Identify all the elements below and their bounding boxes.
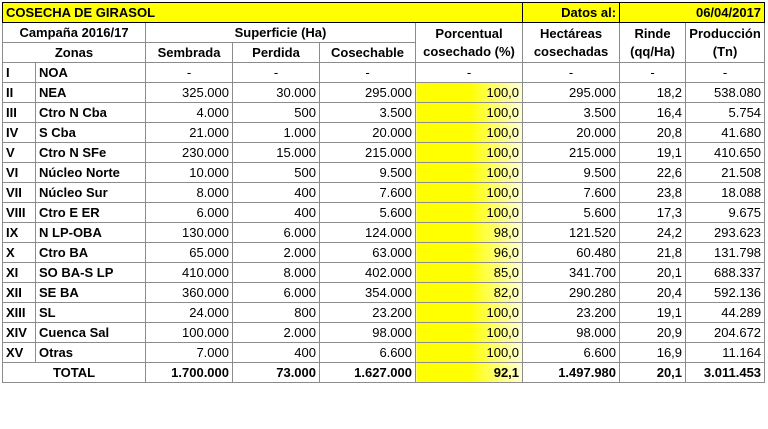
perdida-cell[interactable]: 8.000: [233, 263, 320, 283]
perdida-cell[interactable]: 400: [233, 183, 320, 203]
zone-name-cell[interactable]: S Cba: [36, 123, 146, 143]
zone-number-cell[interactable]: II: [3, 83, 36, 103]
perdida-cell[interactable]: 500: [233, 163, 320, 183]
produccion-cell[interactable]: 11.164: [686, 343, 765, 363]
zone-number-cell[interactable]: III: [3, 103, 36, 123]
zone-number-cell[interactable]: XIII: [3, 303, 36, 323]
rinde-header[interactable]: [620, 23, 686, 63]
produccion-header-line2: (Tn): [712, 43, 738, 59]
zone-name-cell[interactable]: SE BA: [36, 283, 146, 303]
porcentual-cell[interactable]: 100,0: [416, 323, 523, 343]
sembrada-cell[interactable]: 24.000: [146, 303, 233, 323]
table-row: [3, 183, 765, 203]
sembrada-cell[interactable]: 325.000: [146, 83, 233, 103]
zone-name-cell[interactable]: Ctro N Cba: [36, 103, 146, 123]
porcentual-header[interactable]: [416, 23, 523, 63]
zone-number-cell[interactable]: XI: [3, 263, 36, 283]
superficie-header[interactable]: Superficie (Ha): [146, 23, 416, 43]
porcentual-cell[interactable]: 96,0: [416, 243, 523, 263]
produccion-cell[interactable]: 293.623: [686, 223, 765, 243]
zone-name-cell[interactable]: Otras: [36, 343, 146, 363]
produccion-cell[interactable]: 41.680: [686, 123, 765, 143]
perdida-cell[interactable]: 6.000: [233, 283, 320, 303]
perdida-cell[interactable]: 500: [233, 103, 320, 123]
produccion-cell[interactable]: 131.798: [686, 243, 765, 263]
rinde-cell[interactable]: 22,6: [620, 163, 686, 183]
hectareas-cell[interactable]: 6.600: [523, 343, 620, 363]
sembrada-cell[interactable]: 360.000: [146, 283, 233, 303]
rinde-cell[interactable]: 17,3: [620, 203, 686, 223]
rinde-cell[interactable]: 24,2: [620, 223, 686, 243]
porcentual-header-line1: Porcentual: [435, 25, 503, 41]
sembrada-cell[interactable]: 10.000: [146, 163, 233, 183]
cosechable-cell[interactable]: 7.600: [320, 183, 416, 203]
zone-number-cell[interactable]: IX: [3, 223, 36, 243]
hectareas-header[interactable]: [523, 23, 620, 63]
zone-number-cell[interactable]: XII: [3, 283, 36, 303]
zone-number-cell[interactable]: VI: [3, 163, 36, 183]
zone-number-cell[interactable]: XIV: [3, 323, 36, 343]
perdida-cell[interactable]: 15.000: [233, 143, 320, 163]
cosechable-cell[interactable]: 6.600: [320, 343, 416, 363]
rinde-cell[interactable]: 23,8: [620, 183, 686, 203]
header-row-1: [3, 23, 765, 43]
date-label[interactable]: Datos al:: [523, 3, 620, 23]
produccion-header-line1: Producción: [689, 25, 761, 41]
sembrada-cell[interactable]: 65.000: [146, 243, 233, 263]
hectareas-cell[interactable]: 7.600: [523, 183, 620, 203]
hectareas-cell[interactable]: 215.000: [523, 143, 620, 163]
hectareas-cell[interactable]: 98.000: [523, 323, 620, 343]
hectareas-cell[interactable]: 121.520: [523, 223, 620, 243]
rinde-cell[interactable]: 20,1: [620, 263, 686, 283]
perdida-cell[interactable]: -: [233, 63, 320, 83]
zone-number-cell[interactable]: V: [3, 143, 36, 163]
perdida-header[interactable]: Perdida: [233, 43, 320, 63]
table-row: [3, 263, 765, 283]
table-row: [3, 163, 765, 183]
hectareas-cell[interactable]: 23.200: [523, 303, 620, 323]
sembrada-header[interactable]: Sembrada: [146, 43, 233, 63]
table-row: [3, 123, 765, 143]
sembrada-cell[interactable]: 230.000: [146, 143, 233, 163]
produccion-cell[interactable]: 688.337: [686, 263, 765, 283]
total-label[interactable]: TOTAL: [3, 363, 146, 383]
perdida-cell[interactable]: 800: [233, 303, 320, 323]
table-row: [3, 283, 765, 303]
total-produccion-cell[interactable]: 3.011.453: [686, 363, 765, 383]
hectareas-header-line2: cosechadas: [533, 43, 609, 59]
zone-name-cell[interactable]: N LP-OBA: [36, 223, 146, 243]
cosechable-cell[interactable]: -: [320, 63, 416, 83]
zone-number-cell[interactable]: X: [3, 243, 36, 263]
rinde-cell[interactable]: 16,4: [620, 103, 686, 123]
cosechable-cell[interactable]: 98.000: [320, 323, 416, 343]
sembrada-cell[interactable]: 130.000: [146, 223, 233, 243]
rinde-cell[interactable]: -: [620, 63, 686, 83]
porcentual-cell[interactable]: 85,0: [416, 263, 523, 283]
zone-number-cell[interactable]: VIII: [3, 203, 36, 223]
perdida-cell[interactable]: 400: [233, 203, 320, 223]
zone-name-cell[interactable]: Núcleo Norte: [36, 163, 146, 183]
table-row: [3, 343, 765, 363]
sembrada-cell[interactable]: 4.000: [146, 103, 233, 123]
sembrada-cell[interactable]: 410.000: [146, 263, 233, 283]
perdida-cell[interactable]: 6.000: [233, 223, 320, 243]
hectareas-header-line1: Hectáreas: [539, 25, 603, 41]
cosechable-cell[interactable]: 402.000: [320, 263, 416, 283]
sembrada-cell[interactable]: 8.000: [146, 183, 233, 203]
total-cosechable-cell[interactable]: 1.627.000: [320, 363, 416, 383]
hectareas-cell[interactable]: 290.280: [523, 283, 620, 303]
table-row: [3, 63, 765, 83]
zone-name-cell[interactable]: Núcleo Sur: [36, 183, 146, 203]
perdida-cell[interactable]: 400: [233, 343, 320, 363]
produccion-cell[interactable]: 5.754: [686, 103, 765, 123]
zone-name-cell[interactable]: NEA: [36, 83, 146, 103]
cosechable-cell[interactable]: 9.500: [320, 163, 416, 183]
total-hectareas-cell[interactable]: 1.497.980: [523, 363, 620, 383]
zone-number-cell[interactable]: IV: [3, 123, 36, 143]
total-sembrada-cell[interactable]: 1.700.000: [146, 363, 233, 383]
cosechable-cell[interactable]: 5.600: [320, 203, 416, 223]
sembrada-cell[interactable]: 21.000: [146, 123, 233, 143]
perdida-cell[interactable]: 2.000: [233, 243, 320, 263]
perdida-cell[interactable]: 2.000: [233, 323, 320, 343]
cosechable-cell[interactable]: 124.000: [320, 223, 416, 243]
zone-name-cell[interactable]: NOA: [36, 63, 146, 83]
table-row: [3, 143, 765, 163]
porcentual-cell[interactable]: 82,0: [416, 283, 523, 303]
hectareas-cell[interactable]: 341.700: [523, 263, 620, 283]
cosechable-cell[interactable]: 215.000: [320, 143, 416, 163]
title-row: [3, 3, 765, 23]
porcentual-cell[interactable]: 100,0: [416, 123, 523, 143]
rinde-header-line2: (qq/Ha): [630, 43, 675, 59]
hectareas-cell[interactable]: 295.000: [523, 83, 620, 103]
zone-name-cell[interactable]: SL: [36, 303, 146, 323]
zone-name-cell[interactable]: Ctro BA: [36, 243, 146, 263]
perdida-cell[interactable]: 30.000: [233, 83, 320, 103]
total-perdida-cell[interactable]: 73.000: [233, 363, 320, 383]
table-row: [3, 323, 765, 343]
porcentual-cell[interactable]: -: [416, 63, 523, 83]
table-row: [3, 103, 765, 123]
cosechable-cell[interactable]: 3.500: [320, 103, 416, 123]
rinde-cell[interactable]: 20,4: [620, 283, 686, 303]
zone-name-cell[interactable]: Ctro N SFe: [36, 143, 146, 163]
table-row: [3, 203, 765, 223]
zone-name-cell[interactable]: Cuenca Sal: [36, 323, 146, 343]
hectareas-cell[interactable]: 5.600: [523, 203, 620, 223]
rinde-cell[interactable]: 18,2: [620, 83, 686, 103]
porcentual-cell[interactable]: 100,0: [416, 143, 523, 163]
cosechable-cell[interactable]: 63.000: [320, 243, 416, 263]
hectareas-cell[interactable]: 20.000: [523, 123, 620, 143]
zone-number-cell[interactable]: VII: [3, 183, 36, 203]
zone-number-cell[interactable]: XV: [3, 343, 36, 363]
porcentual-cell[interactable]: 100,0: [416, 103, 523, 123]
total-row: [3, 363, 765, 383]
produccion-cell[interactable]: 204.672: [686, 323, 765, 343]
porcentual-cell[interactable]: 100,0: [416, 163, 523, 183]
hectareas-cell[interactable]: 9.500: [523, 163, 620, 183]
zonas-header[interactable]: Zonas: [3, 43, 146, 63]
harvest-table: [2, 2, 765, 383]
table-row: [3, 303, 765, 323]
porcentual-cell[interactable]: 98,0: [416, 223, 523, 243]
produccion-cell[interactable]: 592.136: [686, 283, 765, 303]
sembrada-cell[interactable]: 100.000: [146, 323, 233, 343]
rinde-cell[interactable]: 20,9: [620, 323, 686, 343]
rinde-cell[interactable]: 21,8: [620, 243, 686, 263]
total-porcentual-cell[interactable]: 92,1: [416, 363, 523, 383]
campaign-header[interactable]: Campaña 2016/17: [3, 23, 146, 43]
hectareas-cell[interactable]: 60.480: [523, 243, 620, 263]
sheet-title[interactable]: COSECHA DE GIRASOL: [3, 3, 523, 23]
cosechable-cell[interactable]: 20.000: [320, 123, 416, 143]
porcentual-cell[interactable]: 100,0: [416, 203, 523, 223]
produccion-cell[interactable]: 18.088: [686, 183, 765, 203]
rinde-cell[interactable]: 19,1: [620, 143, 686, 163]
produccion-cell[interactable]: 538.080: [686, 83, 765, 103]
table-row: [3, 83, 765, 103]
porcentual-cell[interactable]: 100,0: [416, 83, 523, 103]
rinde-cell[interactable]: 16,9: [620, 343, 686, 363]
sembrada-cell[interactable]: -: [146, 63, 233, 83]
produccion-cell[interactable]: 21.508: [686, 163, 765, 183]
table-row: [3, 223, 765, 243]
rinde-header-line1: Rinde: [634, 25, 671, 41]
porcentual-cell[interactable]: 100,0: [416, 183, 523, 203]
produccion-cell[interactable]: 44.289: [686, 303, 765, 323]
zone-name-cell[interactable]: Ctro E ER: [36, 203, 146, 223]
produccion-header[interactable]: [686, 23, 765, 63]
cosechable-cell[interactable]: 23.200: [320, 303, 416, 323]
cosechable-cell[interactable]: 354.000: [320, 283, 416, 303]
rinde-cell[interactable]: 20,8: [620, 123, 686, 143]
cosechable-header[interactable]: Cosechable: [320, 43, 416, 63]
porcentual-header-line2: cosechado (%): [423, 43, 515, 59]
porcentual-cell[interactable]: 100,0: [416, 343, 523, 363]
rinde-cell[interactable]: 19,1: [620, 303, 686, 323]
table-row: [3, 243, 765, 263]
zone-name-cell[interactable]: SO BA-S LP: [36, 263, 146, 283]
produccion-cell[interactable]: 410.650: [686, 143, 765, 163]
zone-number-cell[interactable]: I: [3, 63, 36, 83]
cosechable-cell[interactable]: 295.000: [320, 83, 416, 103]
hectareas-cell[interactable]: 3.500: [523, 103, 620, 123]
produccion-cell[interactable]: 9.675: [686, 203, 765, 223]
perdida-cell[interactable]: 1.000: [233, 123, 320, 143]
hectareas-cell[interactable]: -: [523, 63, 620, 83]
date-value[interactable]: 06/04/2017: [620, 3, 765, 23]
porcentual-cell[interactable]: 100,0: [416, 303, 523, 323]
produccion-cell[interactable]: -: [686, 63, 765, 83]
sembrada-cell[interactable]: 7.000: [146, 343, 233, 363]
sembrada-cell[interactable]: 6.000: [146, 203, 233, 223]
total-rinde-cell[interactable]: 20,1: [620, 363, 686, 383]
